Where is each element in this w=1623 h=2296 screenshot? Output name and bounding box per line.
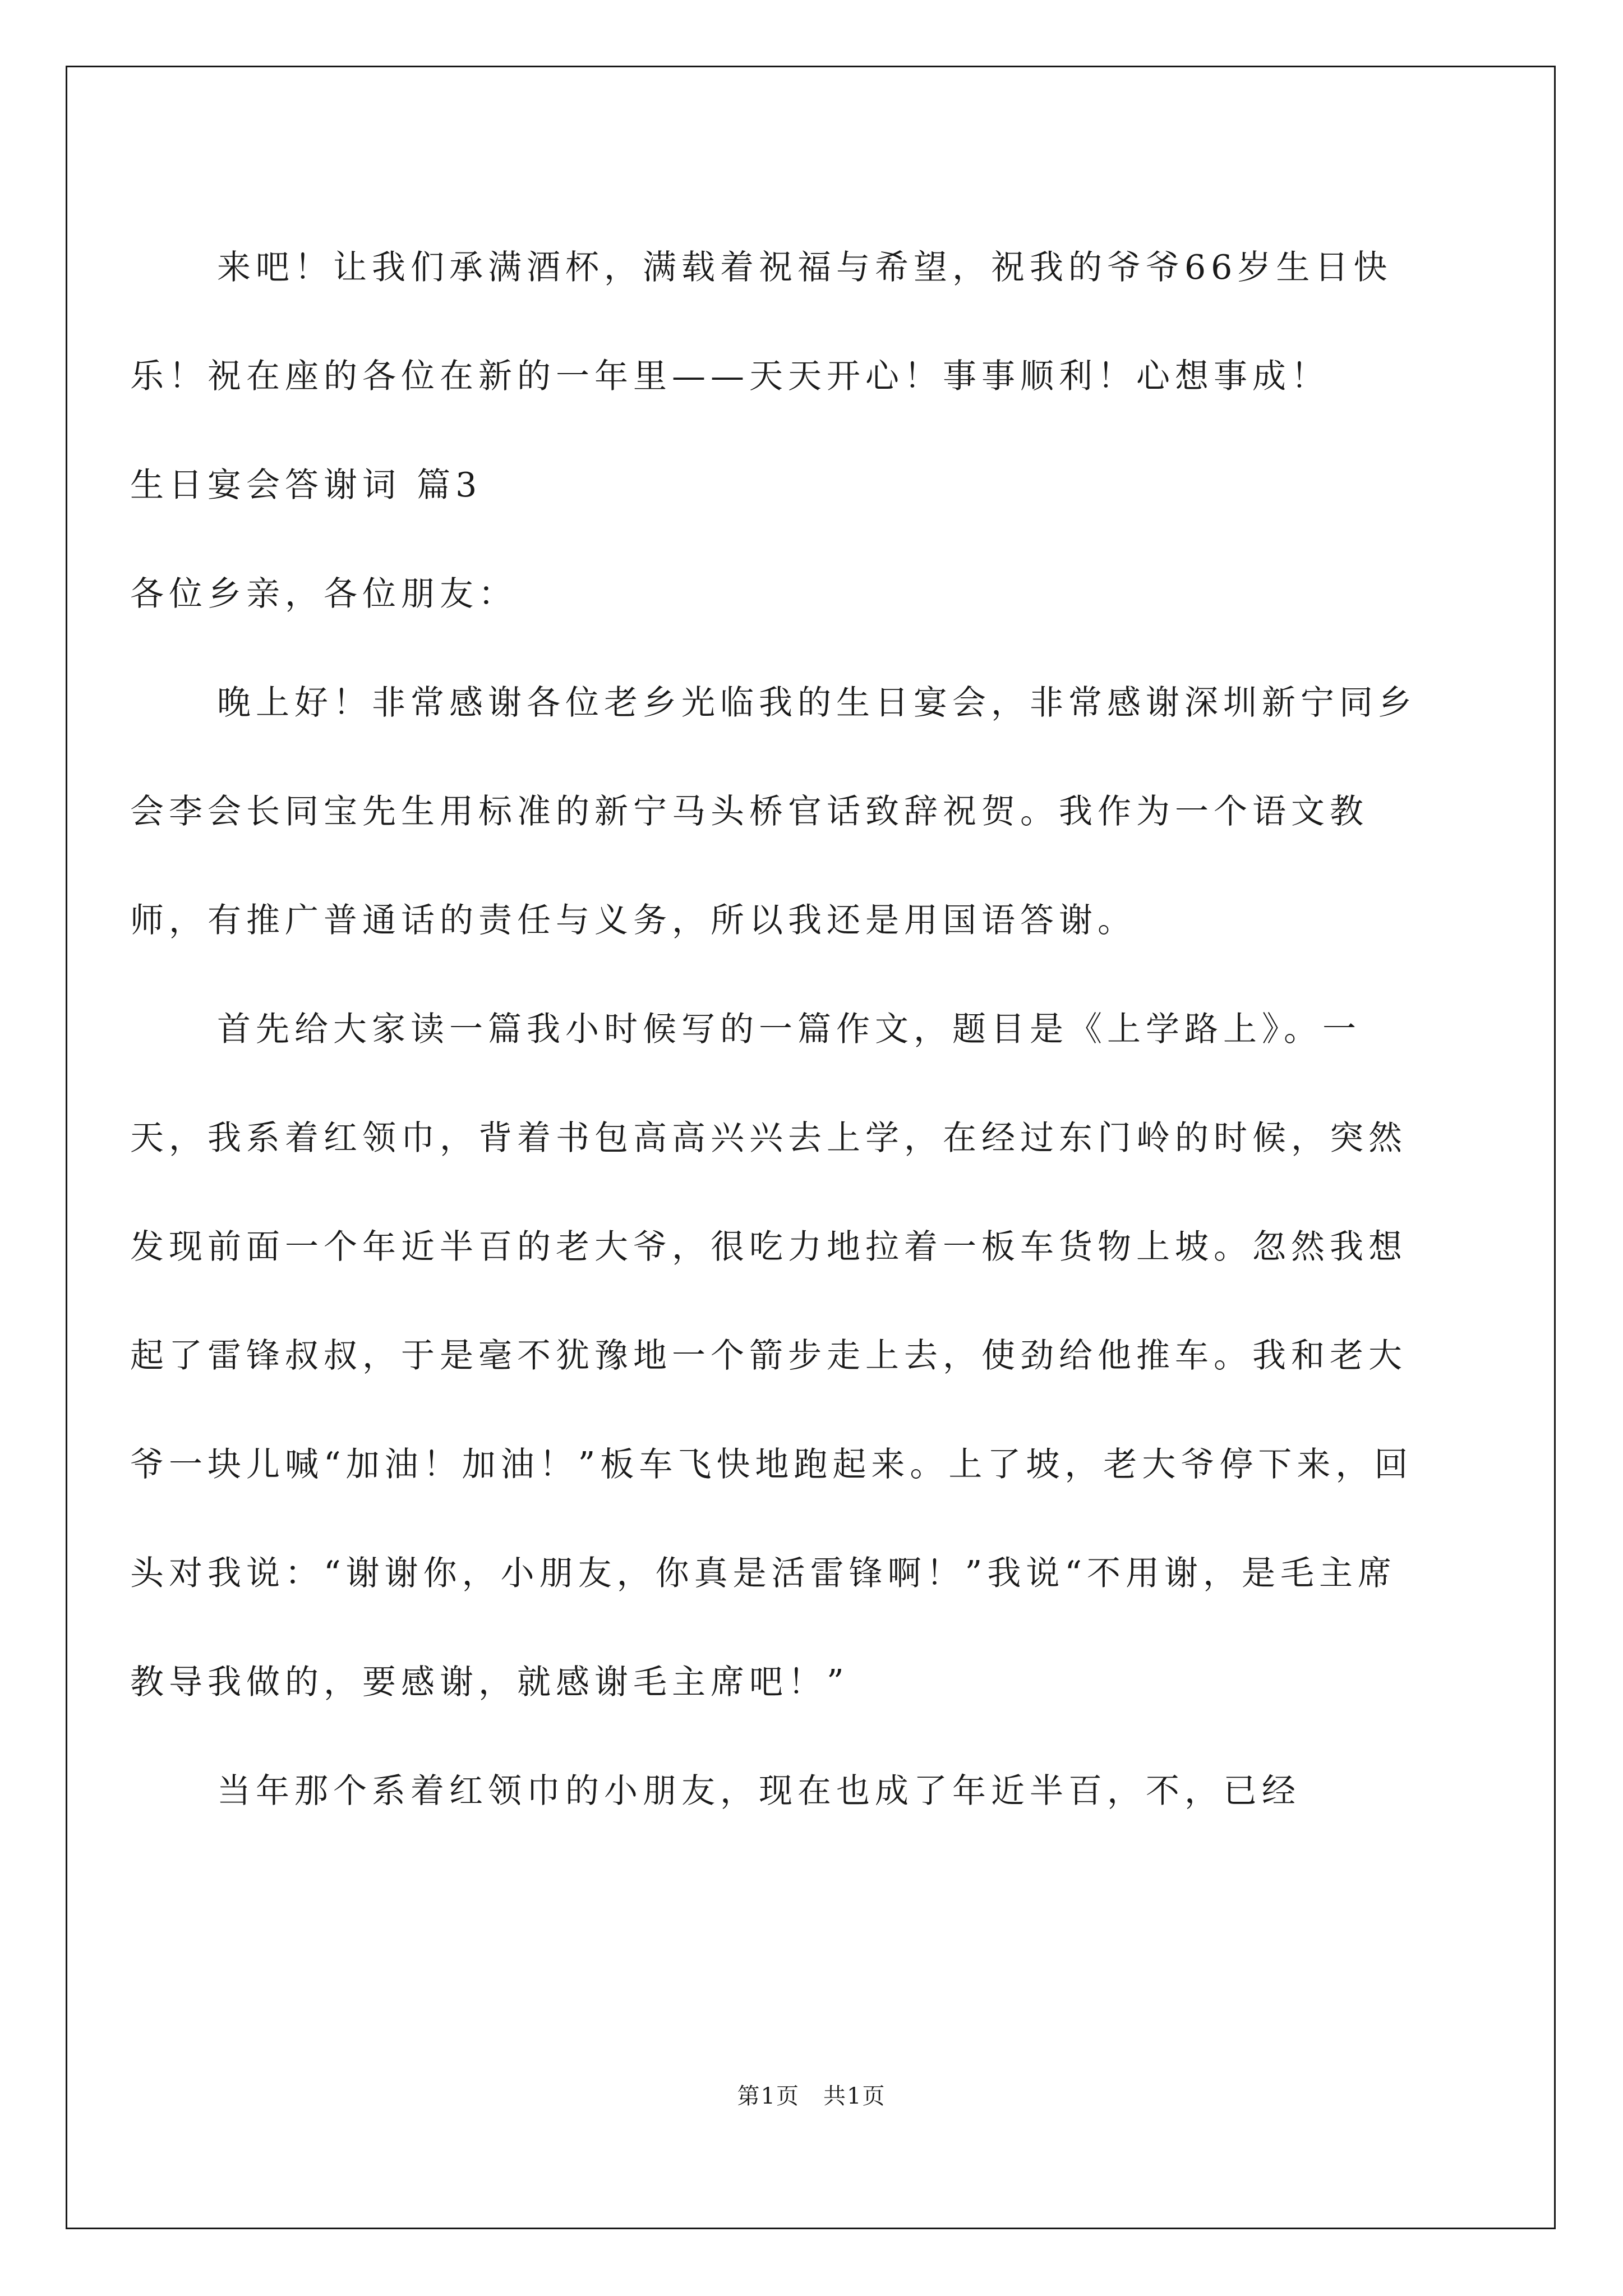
document-body	[130, 213, 1420, 1846]
paragraph-story: 首先给大家读一篇我小时候写的一篇作文，题目是《上学路上》。一天，我系着红领巾，背着书包高高兴兴去上学，在经过东门岭的时候，突然发现前面一个年近半百的老大爷，很吃力地拉着一板车货物上坡。忽然我想起了雷锋叔叔，于是毫不犹豫地一个箭步走上去，使劲给他推车。我和老大爷一块儿喊“加油！加油！”板车飞快地跑起来。上了坡，老大爷停下来，回头对我说：“谢谢你，小朋友，你真是活雷锋啊！”我说“不用谢，是毛主席教导我做的，要感谢，就感谢毛主席吧！”	[130, 1010, 1413, 1702]
salutation: 各位乡亲，各位朋友：	[130, 574, 517, 614]
page-footer: 第1页 共1页	[737, 2083, 886, 2109]
paragraph-present: 当年那个系着红领巾的小朋友，现在也成了年近半百，不，已经	[217, 1772, 1301, 1811]
paragraph-closing-toast: 来吧！让我们承满酒杯，满载着祝福与希望，祝我的爷爷66岁生日快乐！祝在座的各位在新的一年里——天天开心！事事顺利！心想事成！	[130, 248, 1393, 396]
paragraph-greeting: 晚上好！非常感谢各位老乡光临我的生日宴会，非常感谢深圳新宁同乡会李会长同宝先生用标准的新宁马头桥官话致辞祝贺。我作为一个语文教师，有推广普通话的责任与义务，所以我还是用国语答谢。	[130, 683, 1417, 940]
section-heading: 生日宴会答谢词 篇3	[130, 466, 482, 505]
